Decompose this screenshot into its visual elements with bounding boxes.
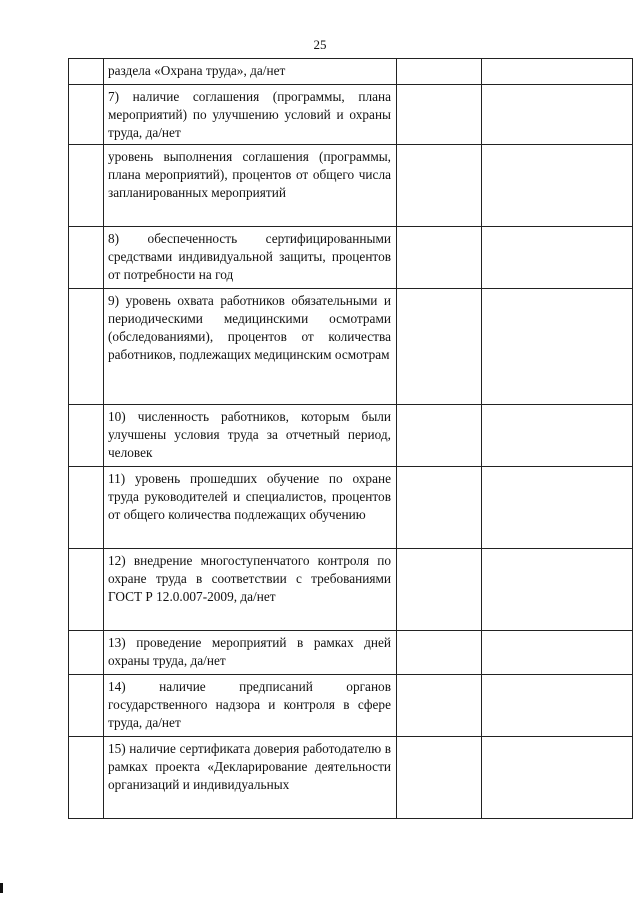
row-number-cell (69, 675, 104, 737)
indicator-cell (104, 145, 397, 227)
row-number-cell (69, 549, 104, 631)
value-cell (397, 405, 482, 467)
indicator-cell (104, 59, 397, 85)
table-row (69, 737, 633, 819)
note-cell (482, 405, 633, 467)
value-cell (397, 227, 482, 289)
indicators-table (68, 58, 633, 819)
row-number-cell (69, 405, 104, 467)
indicator-cell (104, 227, 397, 289)
indicator-cell (104, 675, 397, 737)
table-row (69, 289, 633, 405)
value-cell (397, 737, 482, 819)
scan-mark (0, 883, 3, 893)
indicator-text: 12) внедрение многоступенчатого контроля по охране труда в соответствии с требованиями ГОСТ Р 12.0.007-2009, да/нет (108, 553, 391, 604)
table-row (69, 467, 633, 549)
row-number-cell (69, 737, 104, 819)
table-row (69, 549, 633, 631)
indicator-text: 10) численность работников, которым были улучшены условия труда за отчетный период, человек (108, 409, 391, 460)
indicator-text: 14) наличие предписаний органов государственного надзора и контроля в сфере труда, да/нет (108, 679, 391, 730)
note-cell (482, 467, 633, 549)
indicator-cell (104, 85, 397, 145)
row-number-cell (69, 85, 104, 145)
row-number-cell (69, 631, 104, 675)
note-cell (482, 145, 633, 227)
indicator-cell (104, 737, 397, 819)
value-cell (397, 85, 482, 145)
table-row (69, 227, 633, 289)
row-number-cell (69, 289, 104, 405)
note-cell (482, 549, 633, 631)
indicator-cell (104, 467, 397, 549)
indicator-cell (104, 549, 397, 631)
note-cell (482, 289, 633, 405)
indicator-text: 9) уровень охвата работников обязательными и периодическими медицинскими осмотрами (обследованиями), процентов от количества работников, подлежащих медицинским осмотрам (108, 293, 391, 362)
table-row (69, 405, 633, 467)
indicator-text: уровень выполнения соглашения (программы, плана мероприятий), процентов от общего числа запланированных мероприятий (108, 149, 391, 200)
indicator-text: раздела «Охрана труда», да/нет (108, 63, 286, 78)
indicator-cell (104, 405, 397, 467)
indicator-text: 7) наличие соглашения (программы, плана мероприятий) по улучшению условий и охраны труда, да/нет (108, 89, 391, 140)
value-cell (397, 675, 482, 737)
note-cell (482, 227, 633, 289)
value-cell (397, 289, 482, 405)
table-row (69, 675, 633, 737)
value-cell (397, 549, 482, 631)
table-row (69, 631, 633, 675)
row-number-cell (69, 59, 104, 85)
indicator-cell (104, 289, 397, 405)
value-cell (397, 467, 482, 549)
value-cell (397, 59, 482, 85)
note-cell (482, 675, 633, 737)
row-number-cell (69, 145, 104, 227)
table-row (69, 85, 633, 145)
value-cell (397, 631, 482, 675)
note-cell (482, 85, 633, 145)
indicator-text: 13) проведение мероприятий в рамках дней охраны труда, да/нет (108, 635, 391, 668)
note-cell (482, 631, 633, 675)
indicator-text: 11) уровень прошедших обучение по охране труда руководителей и специалистов, процентов от общего количества подлежащих обучению (108, 471, 391, 522)
table-row (69, 145, 633, 227)
indicator-cell (104, 631, 397, 675)
indicator-text: 8) обеспеченность сертифицированными средствами индивидуальной защиты, процентов от потребности на год (108, 231, 391, 282)
note-cell (482, 737, 633, 819)
row-number-cell (69, 227, 104, 289)
table-row (69, 59, 633, 85)
row-number-cell (69, 467, 104, 549)
page-number: 25 (313, 37, 327, 52)
value-cell (397, 145, 482, 227)
indicator-text: 15) наличие сертификата доверия работодателю в рамках проекта «Декларирование деятельности организаций и индивидуальных (108, 741, 391, 792)
note-cell (482, 59, 633, 85)
